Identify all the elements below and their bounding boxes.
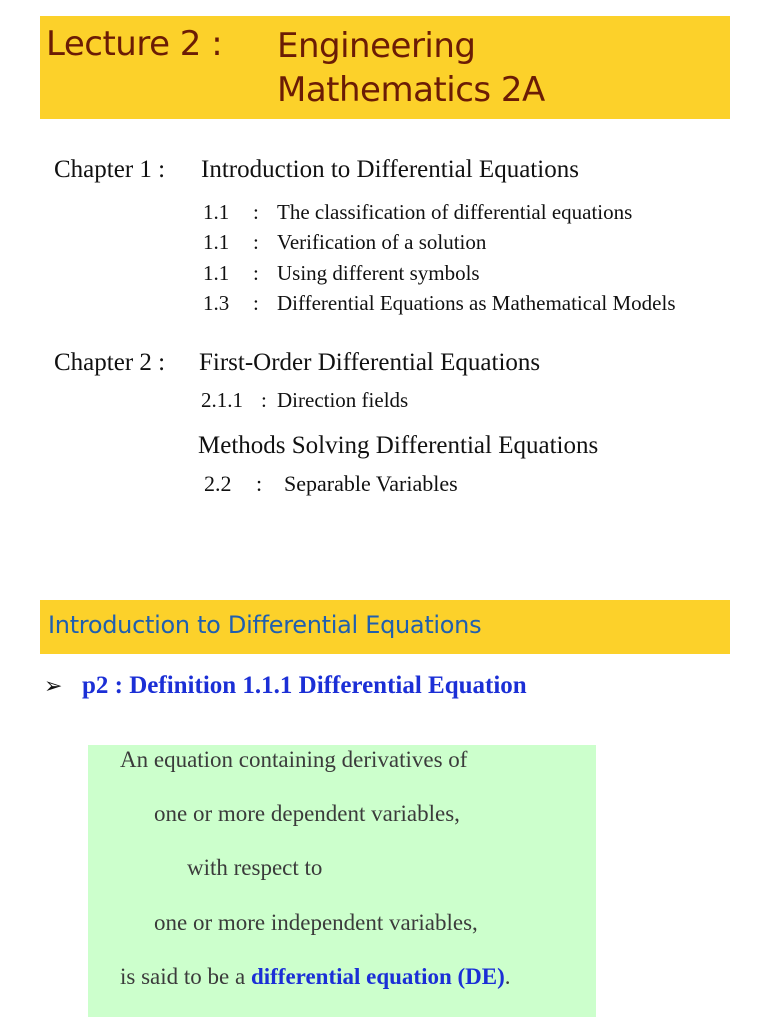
section-title: Verification of a solution <box>277 230 487 254</box>
section-title: Separable Variables <box>284 471 458 496</box>
chapter-2-label: Chapter 2 : <box>54 349 166 376</box>
section-number: 1.1 <box>203 200 230 224</box>
section-item <box>201 388 408 413</box>
section-number: 1.1 <box>203 261 230 285</box>
intro-banner-title: Introduction to Differential Equations <box>48 611 482 639</box>
section-item <box>204 471 458 497</box>
lecture-label: Lecture 2 : <box>46 24 223 64</box>
definition-heading-text: p2 : Definition 1.1.1 Differential Equation <box>82 672 527 699</box>
definition-heading <box>44 672 527 700</box>
lecture-title-banner <box>40 16 730 119</box>
chapter-1-label: Chapter 1 : <box>54 156 166 183</box>
definition-line: one or more dependent variables, <box>154 801 460 826</box>
section-number: 1.1 <box>203 230 230 254</box>
section-separator: : <box>261 388 267 412</box>
chapter-2-title: First-Order Differential Equations <box>199 349 541 376</box>
arrow-bullet-icon: ➢ <box>44 674 63 699</box>
section-separator: : <box>253 200 259 224</box>
methods-heading: Methods Solving Differential Equations <box>198 432 599 459</box>
lecture-title-line-2: Mathematics 2A <box>277 70 545 110</box>
section-item <box>203 230 486 255</box>
definition-line: An equation containing derivatives of <box>120 747 468 772</box>
definition-line: one or more independent variables, <box>154 910 478 935</box>
section-number: 1.3 <box>203 291 230 315</box>
lecture-title <box>277 24 545 112</box>
intro-banner <box>40 600 730 654</box>
definition-term: differential equation (DE) <box>250 964 505 989</box>
section-item <box>203 291 676 316</box>
definition-box <box>88 745 596 1017</box>
section-title: Differential Equations as Mathematical Models <box>277 291 676 315</box>
chapter-1-heading <box>54 156 579 184</box>
section-separator: : <box>253 230 259 254</box>
section-title: Using different symbols <box>277 261 480 285</box>
definition-line-last <box>120 964 511 990</box>
definition-last-prefix: is said to be a <box>120 964 251 989</box>
section-title: Direction fields <box>277 388 409 412</box>
chapter-2-heading <box>54 349 540 377</box>
section-number: 2.2 <box>204 471 232 496</box>
lecture-title-line-1: Engineering <box>277 26 476 66</box>
section-number: 2.1.1 <box>201 388 243 412</box>
definition-line: with respect to <box>187 855 323 880</box>
section-separator: : <box>253 291 259 315</box>
chapter-1-title: Introduction to Differential Equations <box>201 156 579 183</box>
section-title: The classification of differential equations <box>277 200 633 224</box>
definition-last-suffix: . <box>504 964 511 989</box>
section-separator: : <box>253 261 259 285</box>
section-separator: : <box>256 471 263 496</box>
section-item <box>203 261 480 286</box>
section-item <box>203 200 632 225</box>
